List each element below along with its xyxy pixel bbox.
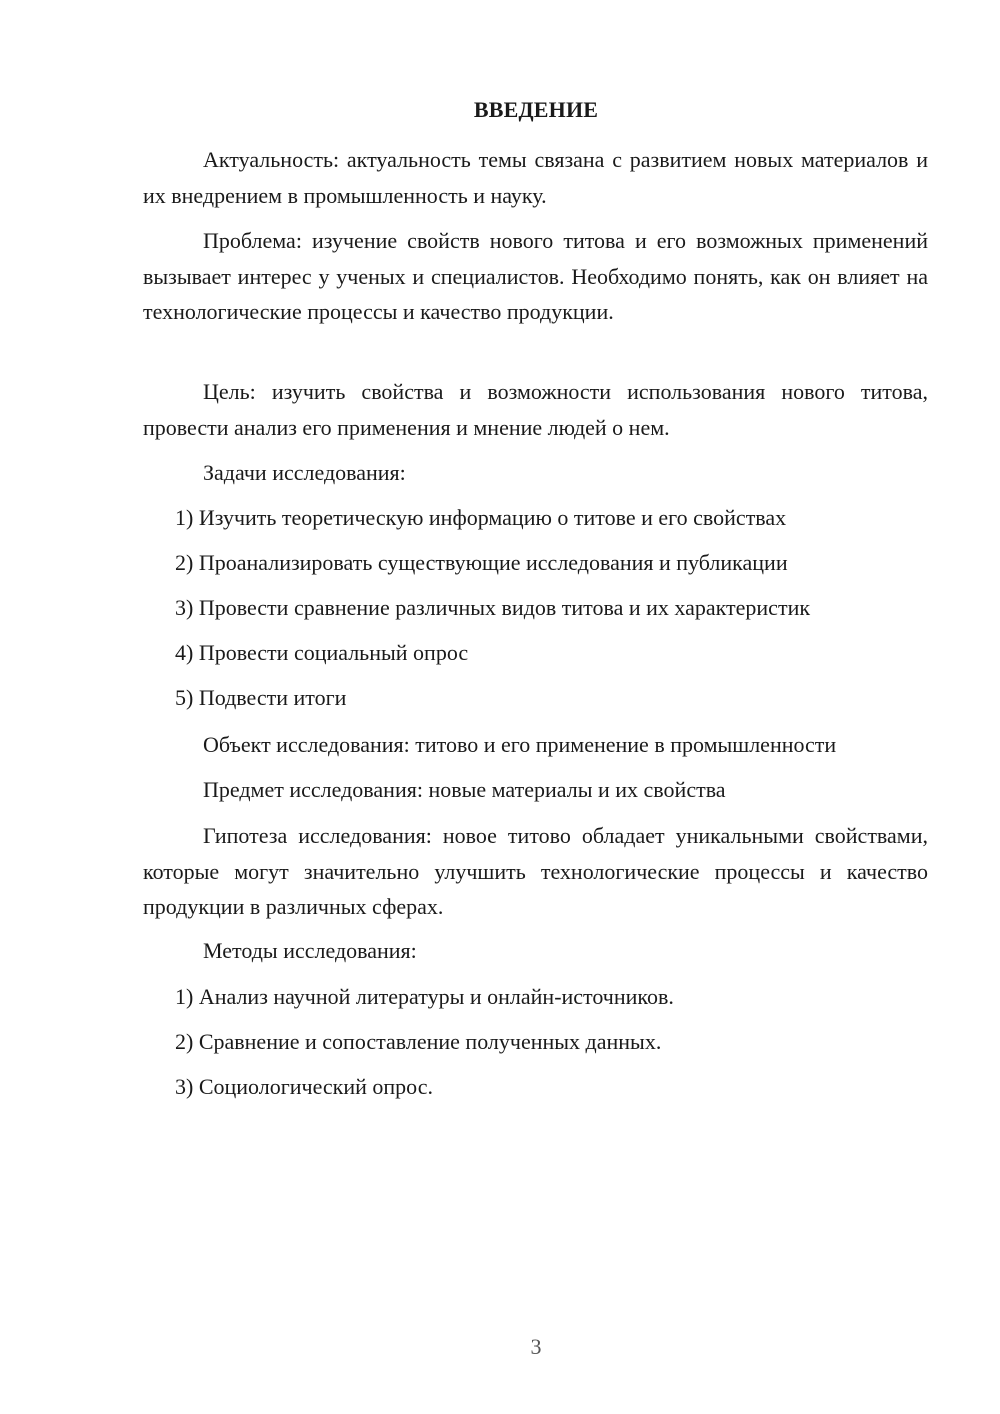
method-item: 2) Сравнение и сопоставление полученных данных. — [175, 1029, 662, 1054]
methods-heading: Методы исследования: — [203, 938, 417, 963]
relevance-paragraph: Актуальность: актуальность темы связана с развитием новых материалов и их внедрением в промышленность и науку. — [143, 147, 928, 208]
method-item: 3) Социологический опрос. — [175, 1074, 433, 1099]
subject-line: Предмет исследования: новые материалы и их свойства — [203, 777, 726, 802]
task-item: 2) Проанализировать существующие исследования и публикации — [175, 550, 788, 575]
hypothesis-paragraph: Гипотеза исследования: новое титово обладает уникальными свойствами, которые могут значительно улучшить технологические процессы и качество продукции в различных сферах. — [143, 823, 928, 919]
task-item: 3) Провести сравнение различных видов титова и их характеристик — [175, 595, 811, 620]
goal-paragraph: Цель: изучить свойства и возможности использования нового титова, провести анализ его применения и мнение людей о нем. — [143, 379, 928, 440]
task-item: 5) Подвести итоги — [175, 685, 347, 710]
problem-paragraph: Проблема: изучение свойств нового титова и его возможных применений вызывает интерес у ученых и специалистов. Необходимо понять, как он влияет на технологические процессы и качество продукции. — [143, 228, 928, 324]
method-item: 1) Анализ научной литературы и онлайн-источников. — [175, 984, 674, 1009]
object-line: Объект исследования: титово и его применение в промышленности — [203, 732, 837, 757]
task-item: 4) Провести социальный опрос — [175, 640, 469, 665]
tasks-heading: Задачи исследования: — [203, 460, 406, 485]
page-title: ВВЕДЕНИЕ — [473, 97, 599, 122]
task-item: 1) Изучить теоретическую информацию о титове и его свойствах — [175, 505, 787, 530]
page-number: 3 — [530, 1334, 542, 1359]
